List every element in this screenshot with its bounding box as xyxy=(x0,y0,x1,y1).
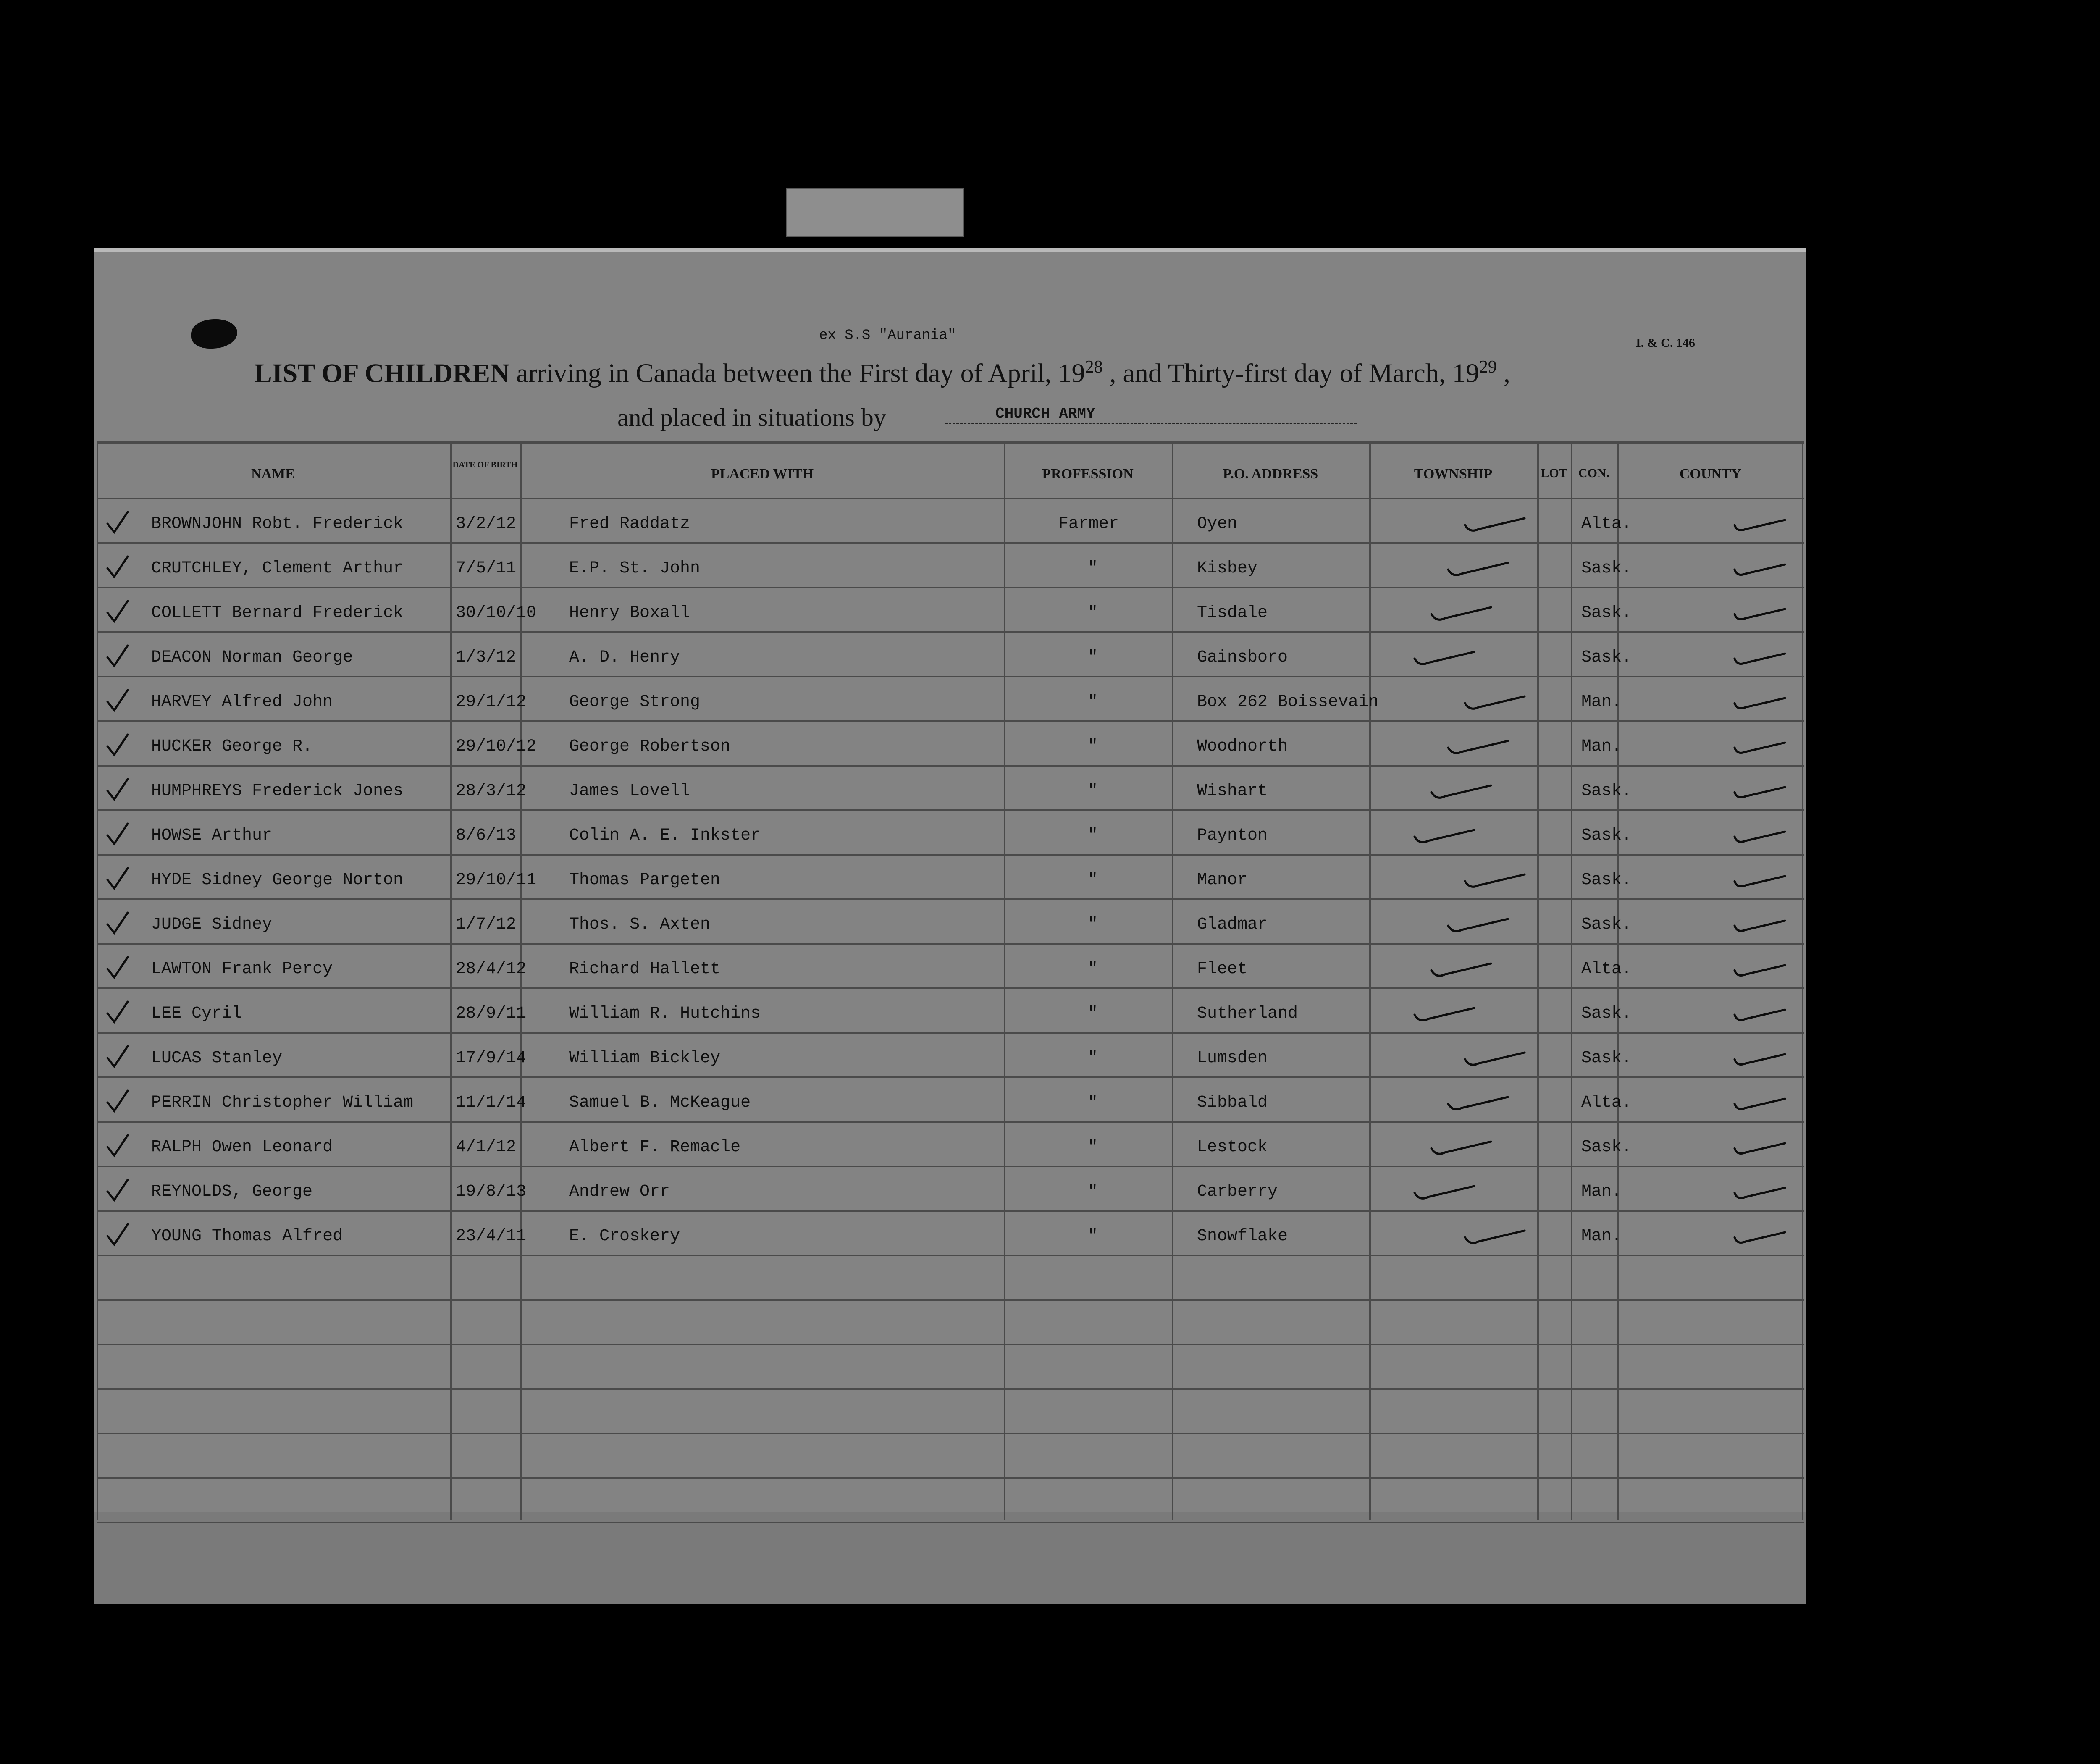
cell-placed-with: A. D. Henry xyxy=(569,648,680,667)
cell-name: HOWSE Arthur xyxy=(151,826,273,845)
row-rule xyxy=(97,1344,1804,1345)
column-rule xyxy=(1537,441,1539,1520)
cell-profession: " xyxy=(1088,1227,1098,1246)
cell-placed-with: Henry Boxall xyxy=(569,604,690,622)
cell-po-address: Gainsboro xyxy=(1197,648,1288,667)
township-mark-icon xyxy=(1411,824,1478,849)
col-header-placed-with: PLACED WITH xyxy=(711,466,814,482)
cell-po-address: Tisdale xyxy=(1197,604,1268,622)
cell-po-address: Fleet xyxy=(1197,960,1248,979)
children-table xyxy=(97,441,1804,1520)
title-end: , xyxy=(1496,358,1510,388)
township-mark-icon xyxy=(1428,780,1495,805)
township-mark-icon xyxy=(1428,1136,1495,1161)
cell-profession: " xyxy=(1088,1049,1098,1068)
cell-dob: 29/1/12 xyxy=(456,693,527,711)
row-rule xyxy=(97,1210,1804,1212)
cell-profession: " xyxy=(1088,1138,1098,1157)
county-mark-icon xyxy=(1730,512,1789,538)
township-mark-icon xyxy=(1411,1180,1478,1205)
column-rule xyxy=(1369,441,1371,1520)
cell-profession: " xyxy=(1088,871,1098,890)
row-rule xyxy=(97,1477,1804,1479)
check-mark-icon xyxy=(105,1223,130,1248)
cell-placed-with: Samuel B. McKeague xyxy=(569,1093,751,1112)
cell-county: Alta. xyxy=(1581,514,1632,533)
check-mark-icon xyxy=(105,688,130,714)
township-mark-icon xyxy=(1411,1002,1478,1027)
cell-profession: Farmer xyxy=(1058,514,1119,533)
cell-profession: " xyxy=(1088,648,1098,667)
cell-dob: 28/9/11 xyxy=(456,1004,527,1023)
check-mark-icon xyxy=(105,822,130,847)
row-rule xyxy=(97,542,1804,544)
cell-dob: 7/5/11 xyxy=(456,559,517,578)
cell-name: YOUNG Thomas Alfred xyxy=(151,1227,343,1246)
check-mark-icon xyxy=(105,777,130,803)
binding-tab xyxy=(786,188,964,237)
year-to: 29 xyxy=(1479,357,1497,377)
cell-po-address: Kisbey xyxy=(1197,559,1258,578)
township-mark-icon xyxy=(1445,557,1512,582)
township-mark-icon xyxy=(1462,869,1529,894)
county-mark-icon xyxy=(1730,1091,1789,1116)
cell-dob: 4/1/12 xyxy=(456,1138,517,1157)
cell-placed-with: Thomas Pargeten xyxy=(569,871,721,890)
township-mark-icon xyxy=(1428,958,1495,983)
cell-dob: 17/9/14 xyxy=(456,1049,527,1068)
cell-po-address: Lumsden xyxy=(1197,1049,1268,1068)
check-mark-icon xyxy=(105,599,130,625)
check-mark-icon xyxy=(105,1089,130,1114)
cell-dob: 1/3/12 xyxy=(456,648,517,667)
title-mid: arriving in Canada between the First day of April, 19 xyxy=(509,358,1085,388)
check-mark-icon xyxy=(105,733,130,758)
township-mark-icon xyxy=(1462,512,1529,538)
row-rule xyxy=(97,854,1804,856)
county-mark-icon xyxy=(1730,557,1789,582)
cell-po-address: Paynton xyxy=(1197,826,1268,845)
row-rule xyxy=(97,898,1804,900)
county-mark-icon xyxy=(1730,1180,1789,1205)
row-rule xyxy=(97,631,1804,633)
cell-po-address: Lestock xyxy=(1197,1138,1268,1157)
check-mark-icon xyxy=(105,866,130,892)
cell-placed-with: Andrew Orr xyxy=(569,1182,670,1201)
row-rule xyxy=(97,1076,1804,1078)
cell-name: COLLETT Bernard Frederick xyxy=(151,604,404,622)
row-rule xyxy=(97,1299,1804,1301)
cell-dob: 29/10/11 xyxy=(456,871,537,890)
township-mark-icon xyxy=(1462,1225,1529,1250)
cell-po-address: Sibbald xyxy=(1197,1093,1268,1112)
check-mark-icon xyxy=(105,644,130,669)
column-rule xyxy=(97,441,98,1520)
township-mark-icon xyxy=(1445,735,1512,760)
cell-placed-with: Richard Hallett xyxy=(569,960,721,979)
cell-dob: 23/4/11 xyxy=(456,1227,527,1246)
cell-dob: 28/3/12 xyxy=(456,782,527,801)
column-rule xyxy=(450,441,452,1520)
cell-name: DEACON Norman George xyxy=(151,648,353,667)
cell-po-address: Sutherland xyxy=(1197,1004,1298,1023)
row-rule xyxy=(97,587,1804,588)
cell-name: HARVEY Alfred John xyxy=(151,693,333,711)
check-mark-icon xyxy=(105,1178,130,1203)
county-mark-icon xyxy=(1730,735,1789,760)
col-header-lot: LOT xyxy=(1541,466,1567,480)
check-mark-icon xyxy=(105,1045,130,1070)
cell-placed-with: Fred Raddatz xyxy=(569,514,690,533)
col-header-county: COUNTY xyxy=(1679,466,1742,482)
column-rule xyxy=(520,441,522,1520)
cell-dob: 11/1/14 xyxy=(456,1093,527,1112)
county-mark-icon xyxy=(1730,824,1789,849)
check-mark-icon xyxy=(105,1134,130,1159)
row-rule xyxy=(97,1522,1804,1523)
cell-profession: " xyxy=(1088,782,1098,801)
cell-placed-with: George Robertson xyxy=(569,737,731,756)
cell-name: RALPH Owen Leonard xyxy=(151,1138,333,1157)
county-mark-icon xyxy=(1730,1047,1789,1072)
cell-name: PERRIN Christopher William xyxy=(151,1093,414,1112)
row-rule xyxy=(97,1121,1804,1123)
cell-po-address: Gladmar xyxy=(1197,915,1268,934)
col-header-name: NAME xyxy=(251,466,295,482)
row-rule xyxy=(97,676,1804,677)
county-mark-icon xyxy=(1730,646,1789,671)
cell-placed-with: Colin A. E. Inkster xyxy=(569,826,761,845)
document-subtitle: and placed in situations by xyxy=(617,404,886,431)
township-mark-icon xyxy=(1445,913,1512,938)
cell-name: LUCAS Stanley xyxy=(151,1049,283,1068)
cell-dob: 3/2/12 xyxy=(456,514,517,533)
cell-name: LAWTON Frank Percy xyxy=(151,960,333,979)
cell-county: Sask. xyxy=(1581,1049,1632,1068)
county-mark-icon xyxy=(1730,958,1789,983)
township-mark-icon xyxy=(1445,1091,1512,1116)
cell-dob: 30/10/10 xyxy=(456,604,537,622)
row-rule xyxy=(97,765,1804,766)
cell-name: LEE Cyril xyxy=(151,1004,242,1023)
cell-placed-with: William R. Hutchins xyxy=(569,1004,761,1023)
row-rule xyxy=(97,1032,1804,1034)
cell-po-address: Manor xyxy=(1197,871,1248,890)
cell-dob: 8/6/13 xyxy=(456,826,517,845)
cell-placed-with: James Lovell xyxy=(569,782,690,801)
cell-county: Sask. xyxy=(1581,648,1632,667)
cell-county: Sask. xyxy=(1581,1004,1632,1023)
cell-county: Man. xyxy=(1581,737,1622,756)
cell-name: CRUTCHLEY, Clement Arthur xyxy=(151,559,404,578)
year-from: 28 xyxy=(1085,357,1103,377)
township-mark-icon xyxy=(1428,601,1495,627)
cell-county: Man. xyxy=(1581,1227,1622,1246)
cell-dob: 28/4/12 xyxy=(456,960,527,979)
cell-po-address: Oyen xyxy=(1197,514,1238,533)
column-rule xyxy=(1004,441,1005,1520)
township-mark-icon xyxy=(1411,646,1478,671)
row-rule xyxy=(97,943,1804,945)
cell-county: Man. xyxy=(1581,1182,1622,1201)
agency-name: CHURCH ARMY xyxy=(945,405,1357,424)
cell-po-address: Wishart xyxy=(1197,782,1268,801)
cell-profession: " xyxy=(1088,1182,1098,1201)
county-mark-icon xyxy=(1730,913,1789,938)
cell-county: Sask. xyxy=(1581,559,1632,578)
cell-name: HYDE Sidney George Norton xyxy=(151,871,404,890)
cell-county: Sask. xyxy=(1581,1138,1632,1157)
cell-profession: " xyxy=(1088,1093,1098,1112)
county-mark-icon xyxy=(1730,869,1789,894)
county-mark-icon xyxy=(1730,690,1789,716)
cell-po-address: Box 262 Boissevain xyxy=(1197,693,1379,711)
col-header-profession: PROFESSION xyxy=(1042,466,1134,482)
cell-name: HUCKER George R. xyxy=(151,737,313,756)
cell-name: HUMPHREYS Frederick Jones xyxy=(151,782,404,801)
row-rule xyxy=(97,809,1804,811)
county-mark-icon xyxy=(1730,1225,1789,1250)
cell-profession: " xyxy=(1088,693,1098,711)
check-mark-icon xyxy=(105,555,130,580)
cell-profession: " xyxy=(1088,826,1098,845)
check-mark-icon xyxy=(105,510,130,536)
cell-county: Alta. xyxy=(1581,960,1632,979)
col-header-con: CON. xyxy=(1578,466,1610,480)
bottom-fold xyxy=(94,1512,1806,1604)
cell-po-address: Woodnorth xyxy=(1197,737,1288,756)
row-rule xyxy=(97,720,1804,722)
county-mark-icon xyxy=(1730,1002,1789,1027)
check-mark-icon xyxy=(105,1000,130,1025)
row-rule xyxy=(97,1388,1804,1390)
township-mark-icon xyxy=(1462,1047,1529,1072)
title-mid2: , and Thirty-first day of March, 19 xyxy=(1102,358,1479,388)
cell-placed-with: William Bickley xyxy=(569,1049,721,1068)
cell-dob: 1/7/12 xyxy=(456,915,517,934)
cell-po-address: Carberry xyxy=(1197,1182,1278,1201)
table-top-rule xyxy=(97,441,1804,444)
row-rule xyxy=(97,1433,1804,1434)
cell-profession: " xyxy=(1088,915,1098,934)
row-rule xyxy=(97,1166,1804,1167)
cell-placed-with: E.P. St. John xyxy=(569,559,701,578)
cell-profession: " xyxy=(1088,559,1098,578)
column-rule xyxy=(1172,441,1173,1520)
ship-name: ex S.S "Aurania" xyxy=(819,328,956,344)
cell-placed-with: Thos. S. Axten xyxy=(569,915,711,934)
cell-po-address: Snowflake xyxy=(1197,1227,1288,1246)
cell-profession: " xyxy=(1088,960,1098,979)
row-rule xyxy=(97,987,1804,989)
cell-profession: " xyxy=(1088,737,1098,756)
county-mark-icon xyxy=(1730,1136,1789,1161)
cell-county: Sask. xyxy=(1581,782,1632,801)
cell-county: Alta. xyxy=(1581,1093,1632,1112)
cell-county: Man. xyxy=(1581,693,1622,711)
cell-placed-with: George Strong xyxy=(569,693,701,711)
county-mark-icon xyxy=(1730,780,1789,805)
cell-name: BROWNJOHN Robt. Frederick xyxy=(151,514,404,533)
cell-placed-with: Albert F. Remacle xyxy=(569,1138,741,1157)
column-rule xyxy=(1617,441,1619,1520)
column-rule xyxy=(1802,441,1803,1520)
cell-name: REYNOLDS, George xyxy=(151,1182,313,1201)
document-title xyxy=(254,357,1510,388)
cell-profession: " xyxy=(1088,1004,1098,1023)
cell-profession: " xyxy=(1088,604,1098,622)
row-rule xyxy=(97,1255,1804,1256)
col-header-dob: DATE OF BIRTH xyxy=(452,460,518,470)
cell-county: Sask. xyxy=(1581,915,1632,934)
col-header-township: TOWNSHIP xyxy=(1414,466,1493,482)
cell-dob: 29/10/12 xyxy=(456,737,537,756)
cell-placed-with: E. Croskery xyxy=(569,1227,680,1246)
cell-county: Sask. xyxy=(1581,604,1632,622)
cell-dob: 19/8/13 xyxy=(456,1182,527,1201)
township-mark-icon xyxy=(1462,690,1529,716)
county-mark-icon xyxy=(1730,601,1789,627)
check-mark-icon xyxy=(105,911,130,936)
row-rule xyxy=(97,498,1804,499)
col-header-po-address: P.O. ADDRESS xyxy=(1223,466,1318,482)
cell-county: Sask. xyxy=(1581,871,1632,890)
form-number: I. & C. 146 xyxy=(1636,336,1695,350)
cell-county: Sask. xyxy=(1581,826,1632,845)
column-rule xyxy=(1571,441,1572,1520)
cell-name: JUDGE Sidney xyxy=(151,915,273,934)
title-bold: LIST OF CHILDREN xyxy=(254,358,510,388)
check-mark-icon xyxy=(105,956,130,981)
